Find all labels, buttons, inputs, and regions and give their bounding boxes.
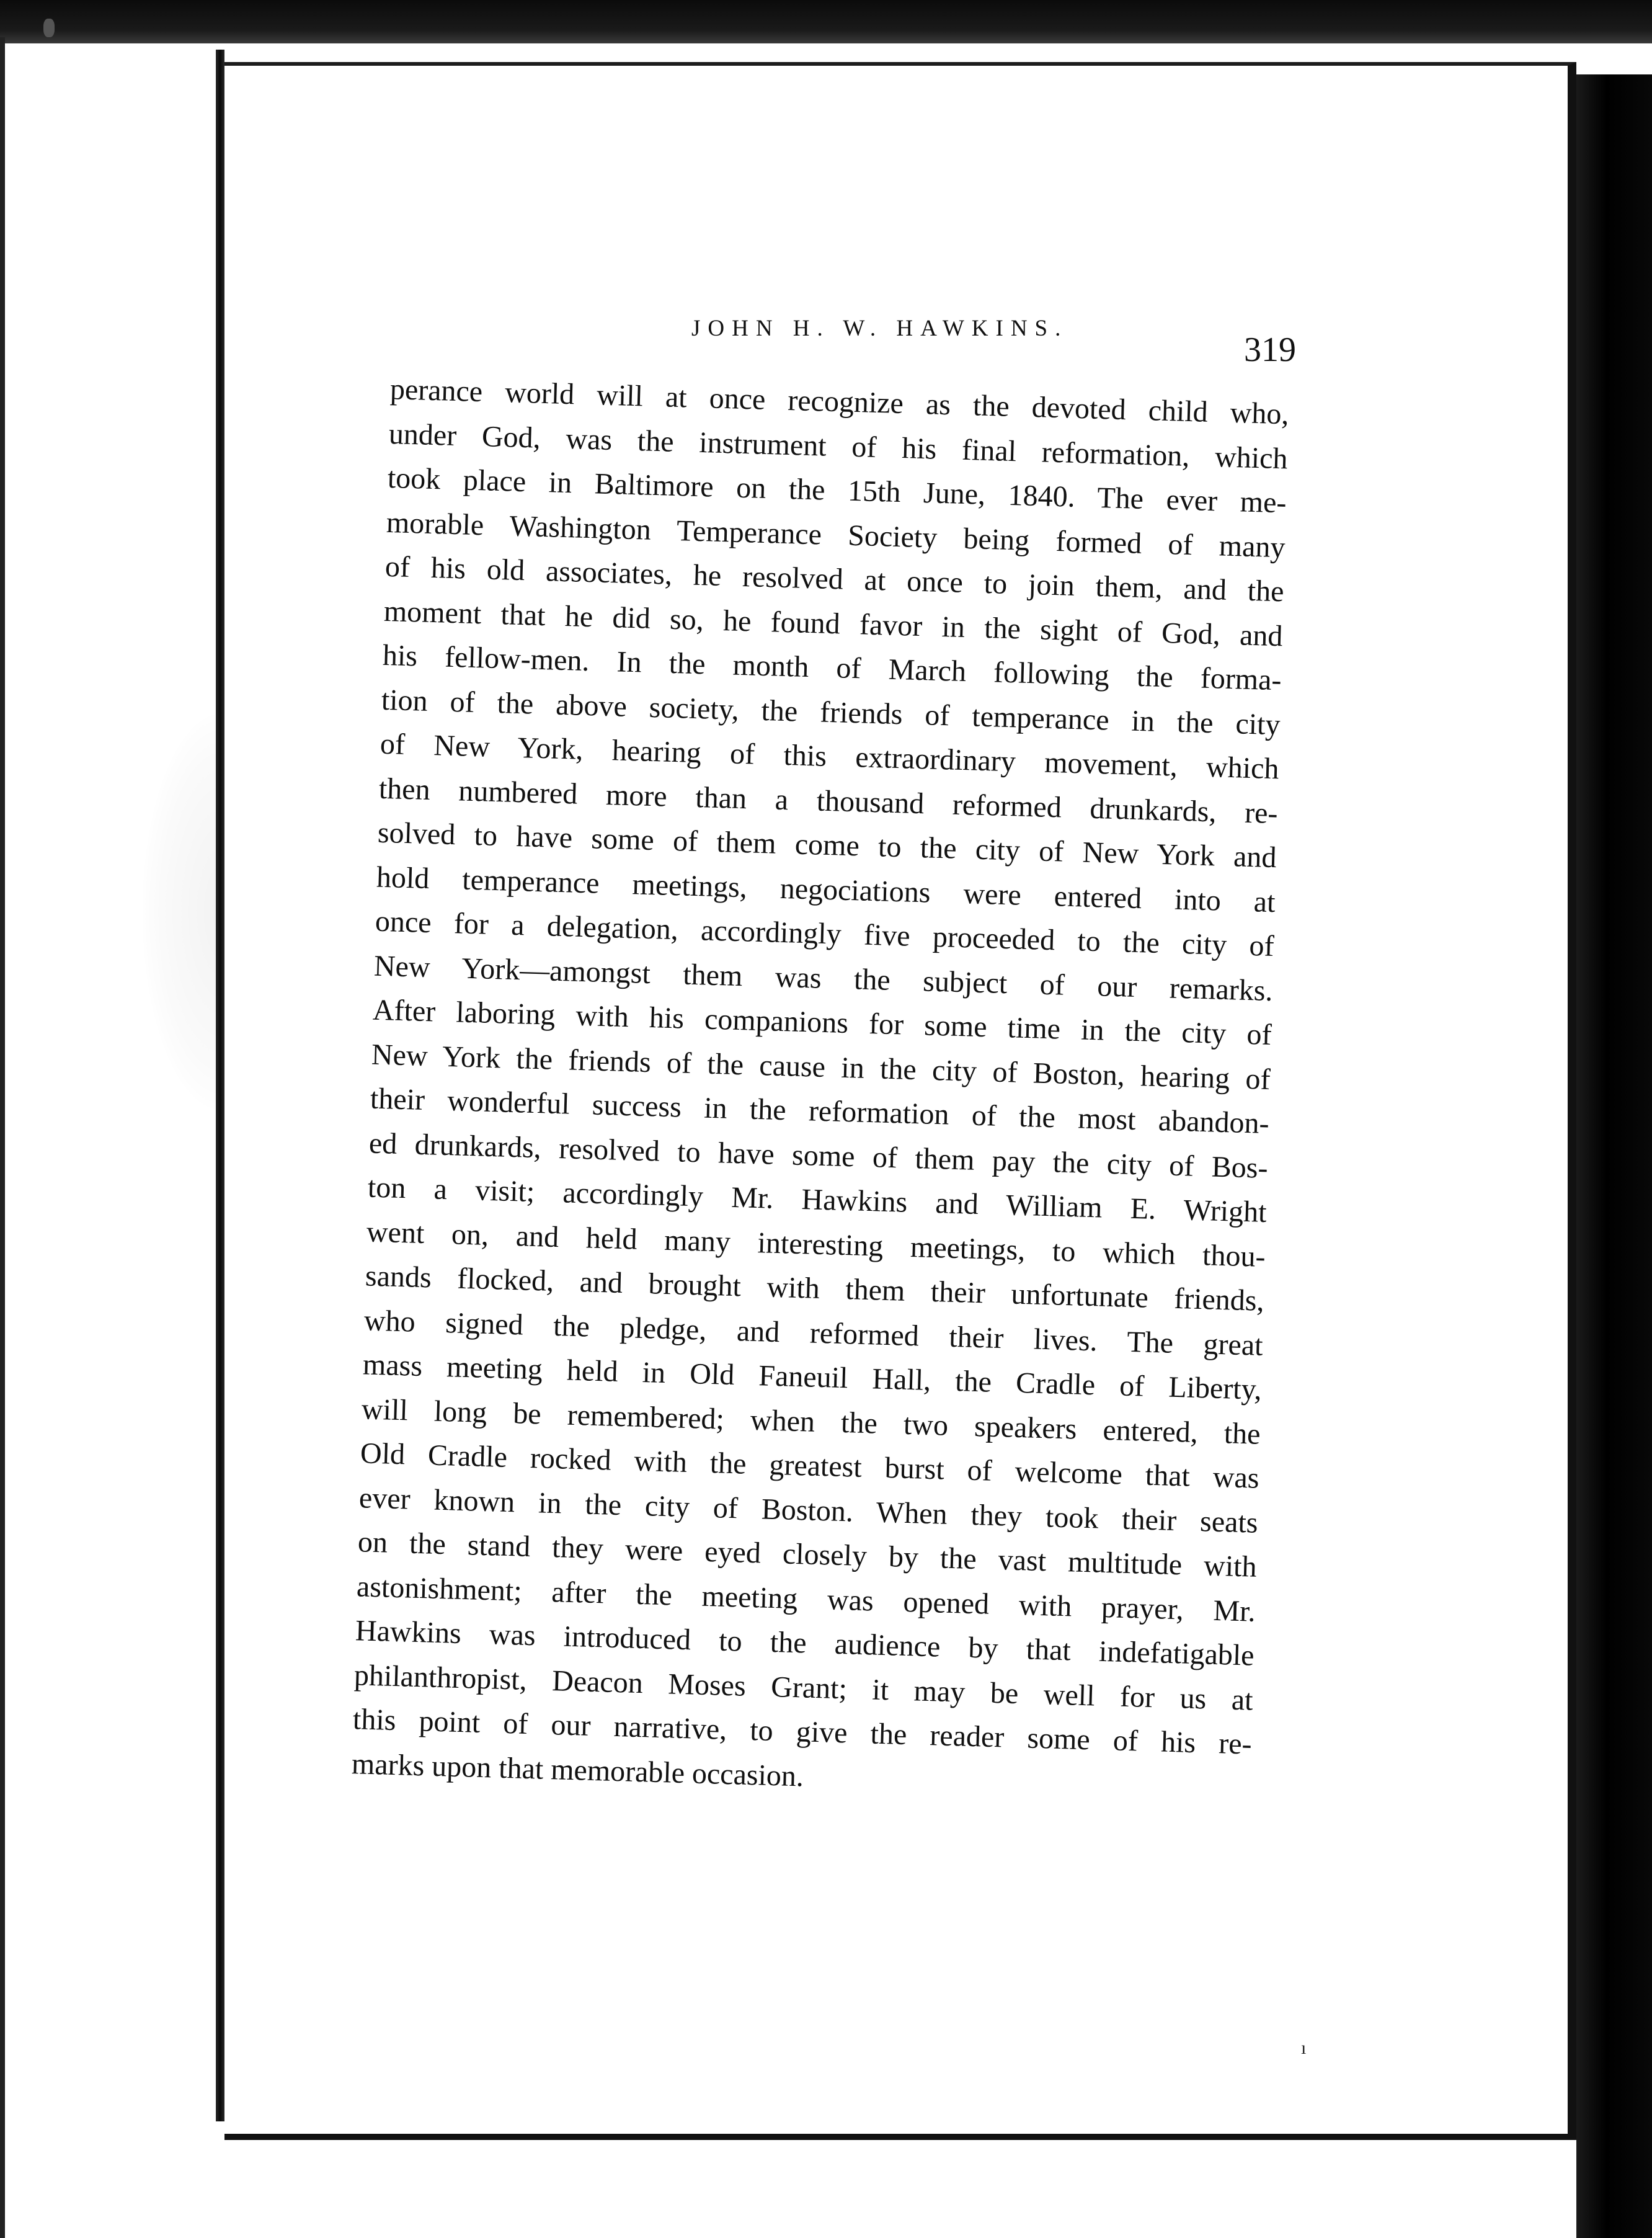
text-line: ton a visit; accordingly Mr. Hawkins and William E. Wright xyxy=(367,1170,1268,1229)
text-line: who signed the pledge, and reformed their lives. The great xyxy=(363,1303,1264,1362)
text-line: his fellow-men. In the month of March following the forma- xyxy=(382,638,1282,697)
text-line: sands flocked, and brought with them their unfortunate friends, xyxy=(365,1259,1265,1317)
text-line: philanthropist, Deacon Moses Grant; it may be well for us at xyxy=(353,1658,1254,1717)
text-line: will long be remembered; when the two speakers entered, the xyxy=(361,1392,1261,1451)
text-line: solved to have some of them come to the city of New York and xyxy=(377,816,1277,875)
text-line: Hawkins was introduced to the audience by that indefatigable xyxy=(355,1614,1255,1672)
body-text xyxy=(351,367,1289,1811)
text-line: New York the friends of the cause in the city of Boston, hearing of xyxy=(371,1038,1271,1096)
book-spine xyxy=(216,50,224,2121)
text-line: this point of our narrative, to give the reader some of his re- xyxy=(352,1703,1253,1761)
scan-right-shadow xyxy=(1576,74,1652,2238)
page-number: 319 xyxy=(1244,331,1296,369)
bottom-mark: ı xyxy=(1301,2038,1307,2058)
text-line: perance world will at once recognize as the devoted child who, xyxy=(389,372,1290,431)
scan-top-edge xyxy=(0,0,1652,43)
text-line: went on, and held many interesting meetings, to which thou- xyxy=(366,1215,1266,1273)
text-line: moment that he did so, he found favor in the sight of God, and xyxy=(383,594,1284,653)
text-line: tion of the above society, the friends of temperance in the city xyxy=(381,683,1281,741)
text-line: hold temperance meetings, negociations were entered into at xyxy=(376,860,1276,919)
text-line: under God, was the instrument of his final reformation, which xyxy=(388,417,1289,475)
text-line: ed drunkards, resolved to have some of them pay the city of Bos- xyxy=(368,1126,1269,1185)
text-line: New York—amongst them was the subject of our remarks. xyxy=(373,949,1274,1007)
text-line: ever known in the city of Boston. When they took their seats xyxy=(358,1481,1259,1540)
text-line: then numbered more than a thousand reformed drunkards, re- xyxy=(378,772,1279,830)
text-line: took place in Baltimore on the 15th June, 1840. The ever me- xyxy=(387,461,1287,520)
text-line: Old Cradle rocked with the greatest burst of welcome that was xyxy=(360,1437,1260,1495)
left-facing-page xyxy=(5,43,216,2140)
text-line: astonishment; after the meeting was opened with prayer, Mr. xyxy=(356,1569,1256,1628)
text-line: marks upon that memorable occasion. xyxy=(351,1747,804,1793)
text-line: once for a delegation, accordingly five proceeded to the city of xyxy=(375,904,1275,963)
scan-left-edge xyxy=(0,37,5,2238)
text-line: After laboring with his companions for some time in the city of xyxy=(372,993,1272,1052)
text-line: morable Washington Temperance Society being formed of many xyxy=(386,506,1286,564)
text-line: on the stand they were eyed closely by the vast multitude with xyxy=(357,1525,1258,1584)
running-head: JOHN H. W. HAWKINS. xyxy=(691,316,1068,341)
text-line: of his old associates, he resolved at once to join them, and the xyxy=(384,550,1285,609)
text-line: mass meeting held in Old Faneuil Hall, the Cradle of Liberty, xyxy=(362,1348,1263,1406)
scan-speck xyxy=(43,19,55,37)
text-line: their wonderful success in the reformation of the most abandon- xyxy=(370,1082,1270,1141)
text-line: of New York, hearing of this extraordinary movement, which xyxy=(380,727,1280,786)
